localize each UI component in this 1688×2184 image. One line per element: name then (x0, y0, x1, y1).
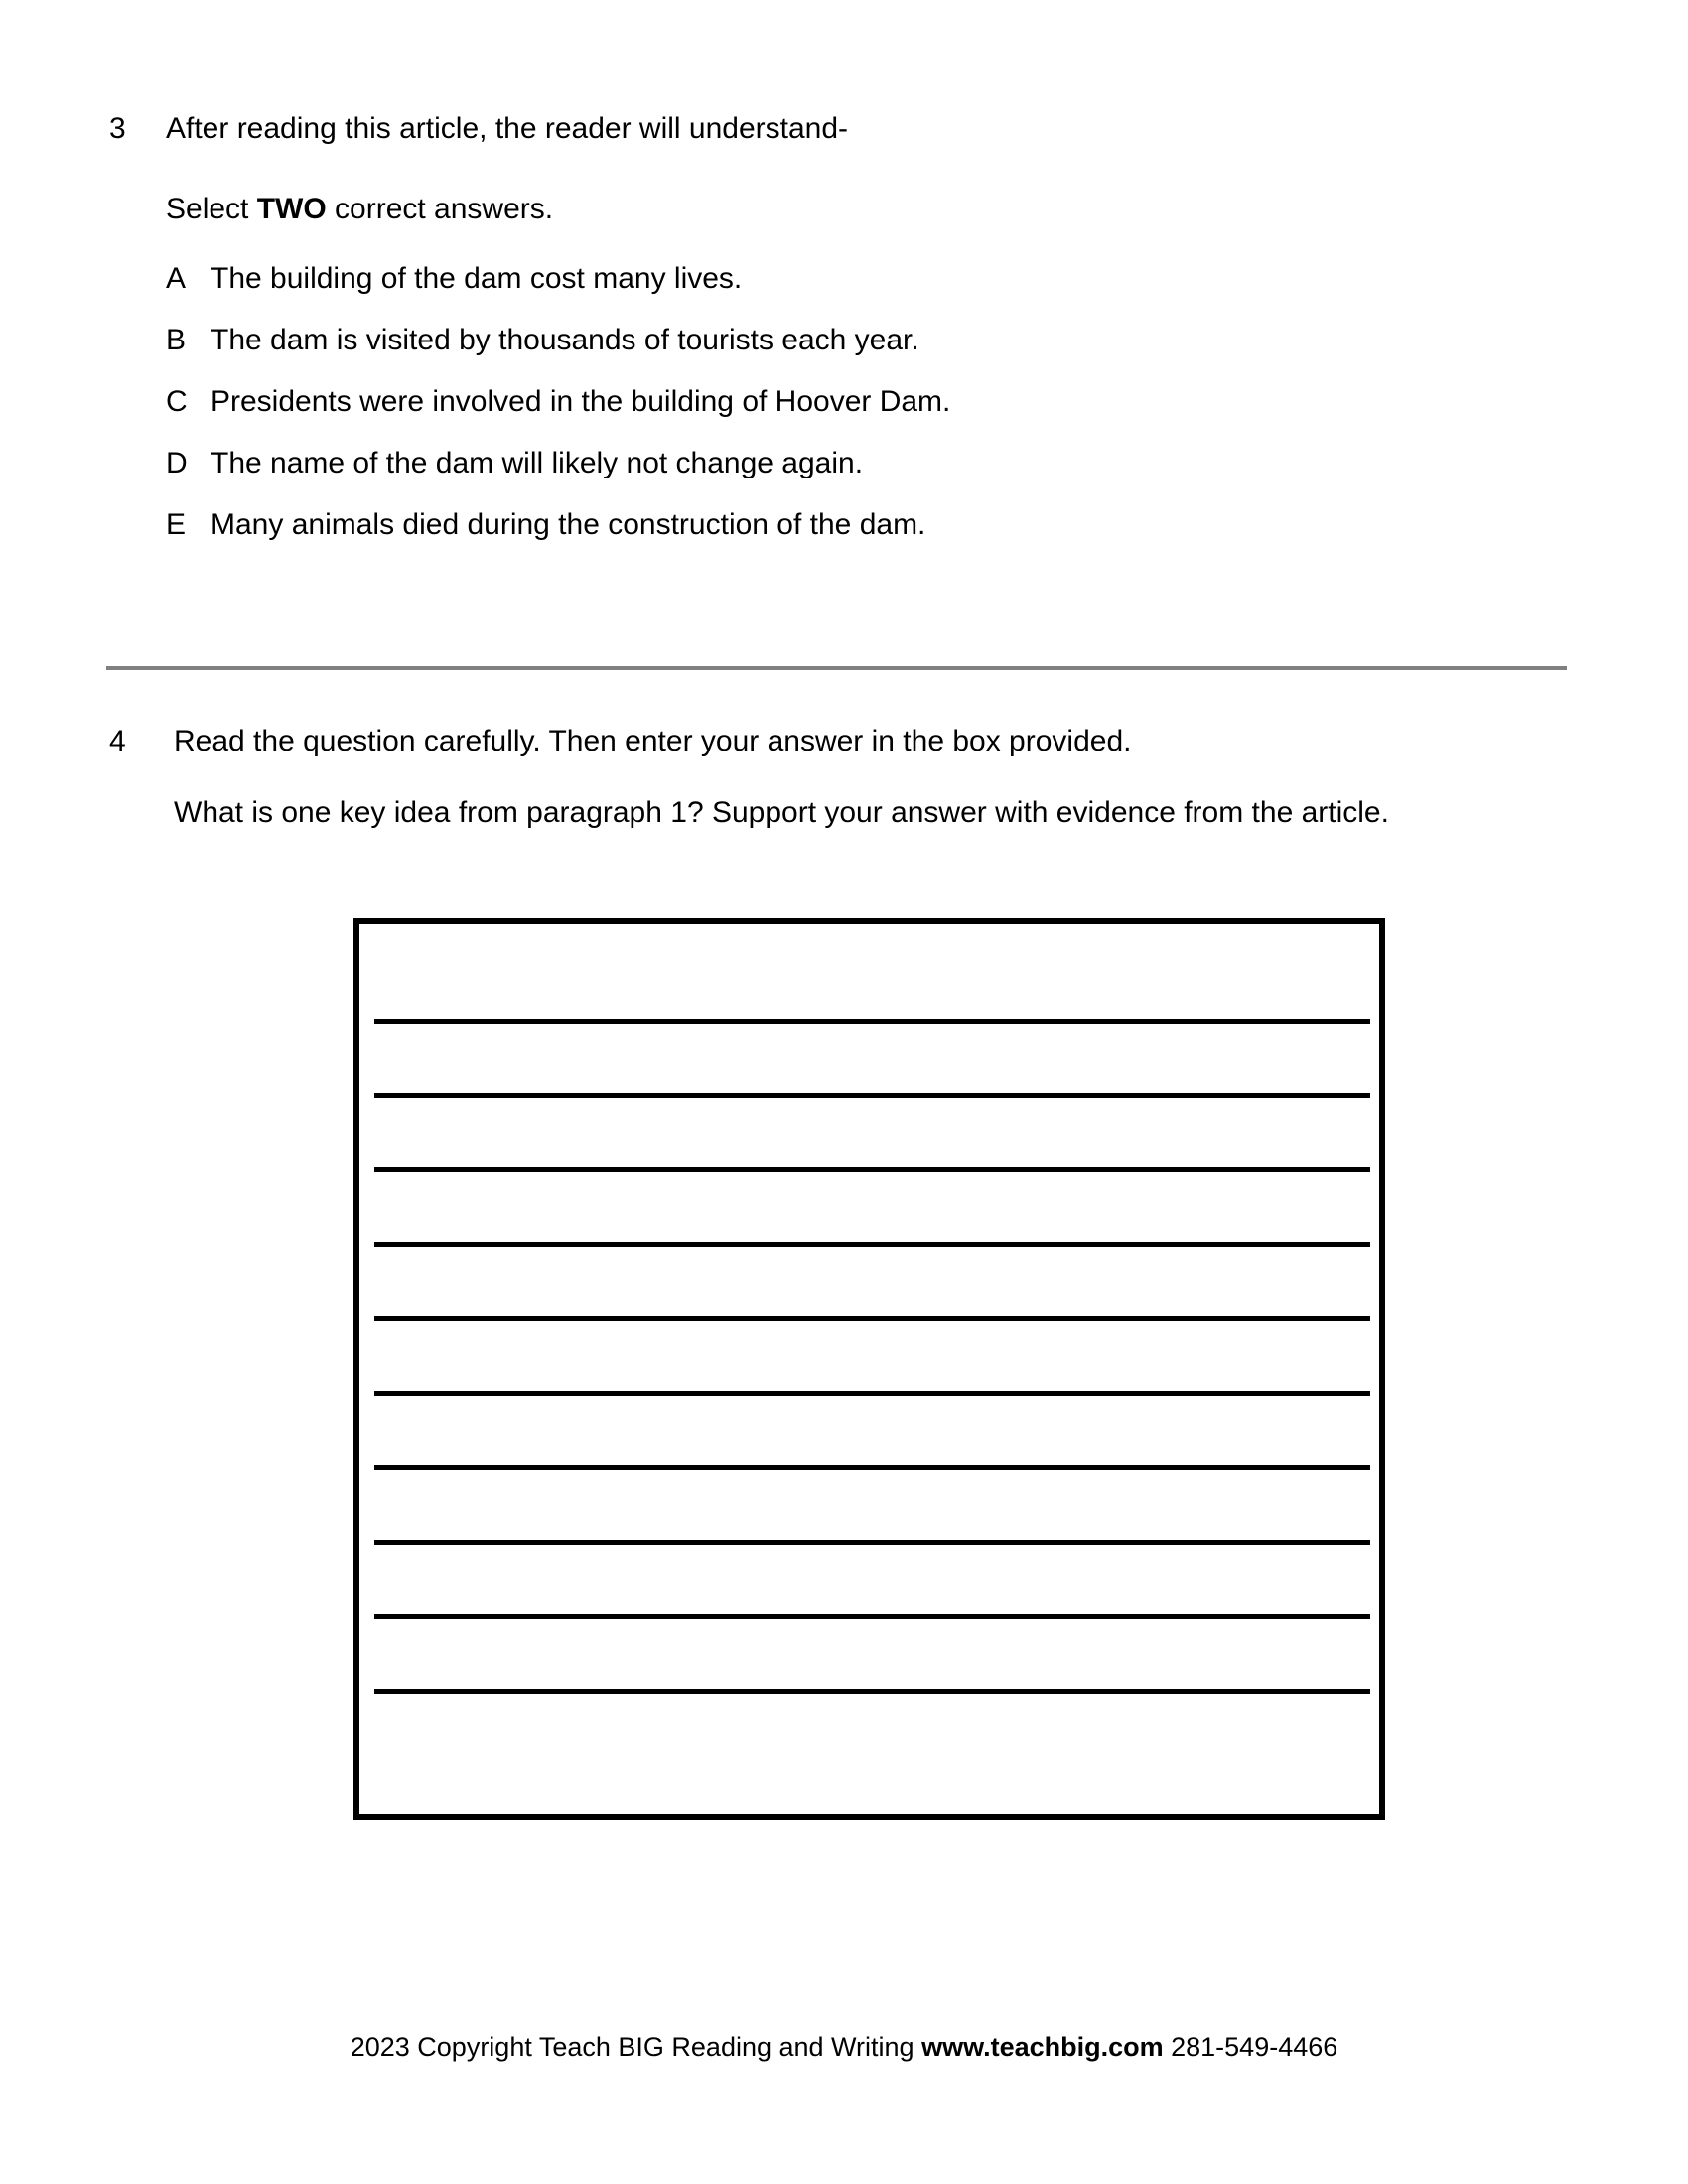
footer-website-link[interactable]: www.teachbig.com (921, 2032, 1164, 2062)
answer-rule-line (374, 1093, 1370, 1098)
answer-rule-line (374, 1167, 1370, 1172)
choice-text-b: The dam is visited by thousands of tourists each year. (211, 324, 919, 356)
answer-rule-line (374, 1019, 1370, 1024)
choice-option-b[interactable] (166, 321, 1579, 360)
choice-letter-e: E (166, 508, 187, 541)
select-instruction-suffix: correct answers. (326, 193, 554, 225)
choice-option-d[interactable] (166, 444, 1579, 483)
question-3-stem-text: After reading this article, the reader will understand- (166, 112, 849, 145)
question-3-stem-row (109, 109, 1579, 149)
choice-letter-a: A (166, 262, 187, 295)
answer-rule-line (374, 1614, 1370, 1619)
choice-text-a: The building of the dam cost many lives. (211, 262, 743, 295)
question-3-number: 3 (109, 112, 126, 145)
choice-text-d: The name of the dam will likely not change again. (211, 447, 864, 479)
choice-letter-c: C (166, 385, 188, 418)
question-4-prompt-text: What is one key idea from paragraph 1? Support your answer with evidence from the article. (174, 796, 1389, 829)
choice-option-a[interactable] (166, 259, 1579, 299)
choice-text-c: Presidents were involved in the building of Hoover Dam. (211, 385, 951, 418)
answer-response-box[interactable] (353, 918, 1385, 1820)
question-4-directions-text: Read the question carefully. Then enter your answer in the box provided. (174, 725, 1132, 757)
choice-option-e[interactable] (166, 505, 1579, 545)
question-4-number: 4 (109, 725, 126, 757)
answer-rule-line (374, 1242, 1370, 1247)
answer-rule-lines (359, 924, 1379, 1814)
answer-rule-line (374, 1391, 1370, 1396)
question-3-select-instruction (166, 190, 1579, 229)
select-instruction-prefix: Select (166, 193, 257, 225)
answer-rule-line (374, 1689, 1370, 1694)
question-3-block (109, 109, 1579, 545)
question-4-block (109, 722, 1579, 835)
choice-text-e: Many animals died during the construction of the dam. (211, 508, 926, 541)
select-instruction-emphasis: TWO (256, 193, 327, 225)
choice-option-c[interactable] (166, 382, 1579, 422)
section-divider (106, 666, 1567, 670)
answer-rule-line (374, 1316, 1370, 1321)
page-footer (0, 2029, 1688, 2065)
question-3-choice-list (166, 259, 1579, 545)
question-4-directions-row (109, 722, 1579, 761)
choice-letter-d: D (166, 447, 188, 479)
footer-copyright-text: 2023 Copyright Teach BIG Reading and Writing (350, 2032, 922, 2062)
choice-letter-b: B (166, 324, 187, 356)
answer-rule-line (374, 1540, 1370, 1545)
footer-phone-number: 281-549-4466 (1163, 2032, 1338, 2062)
answer-rule-line (374, 1465, 1370, 1470)
